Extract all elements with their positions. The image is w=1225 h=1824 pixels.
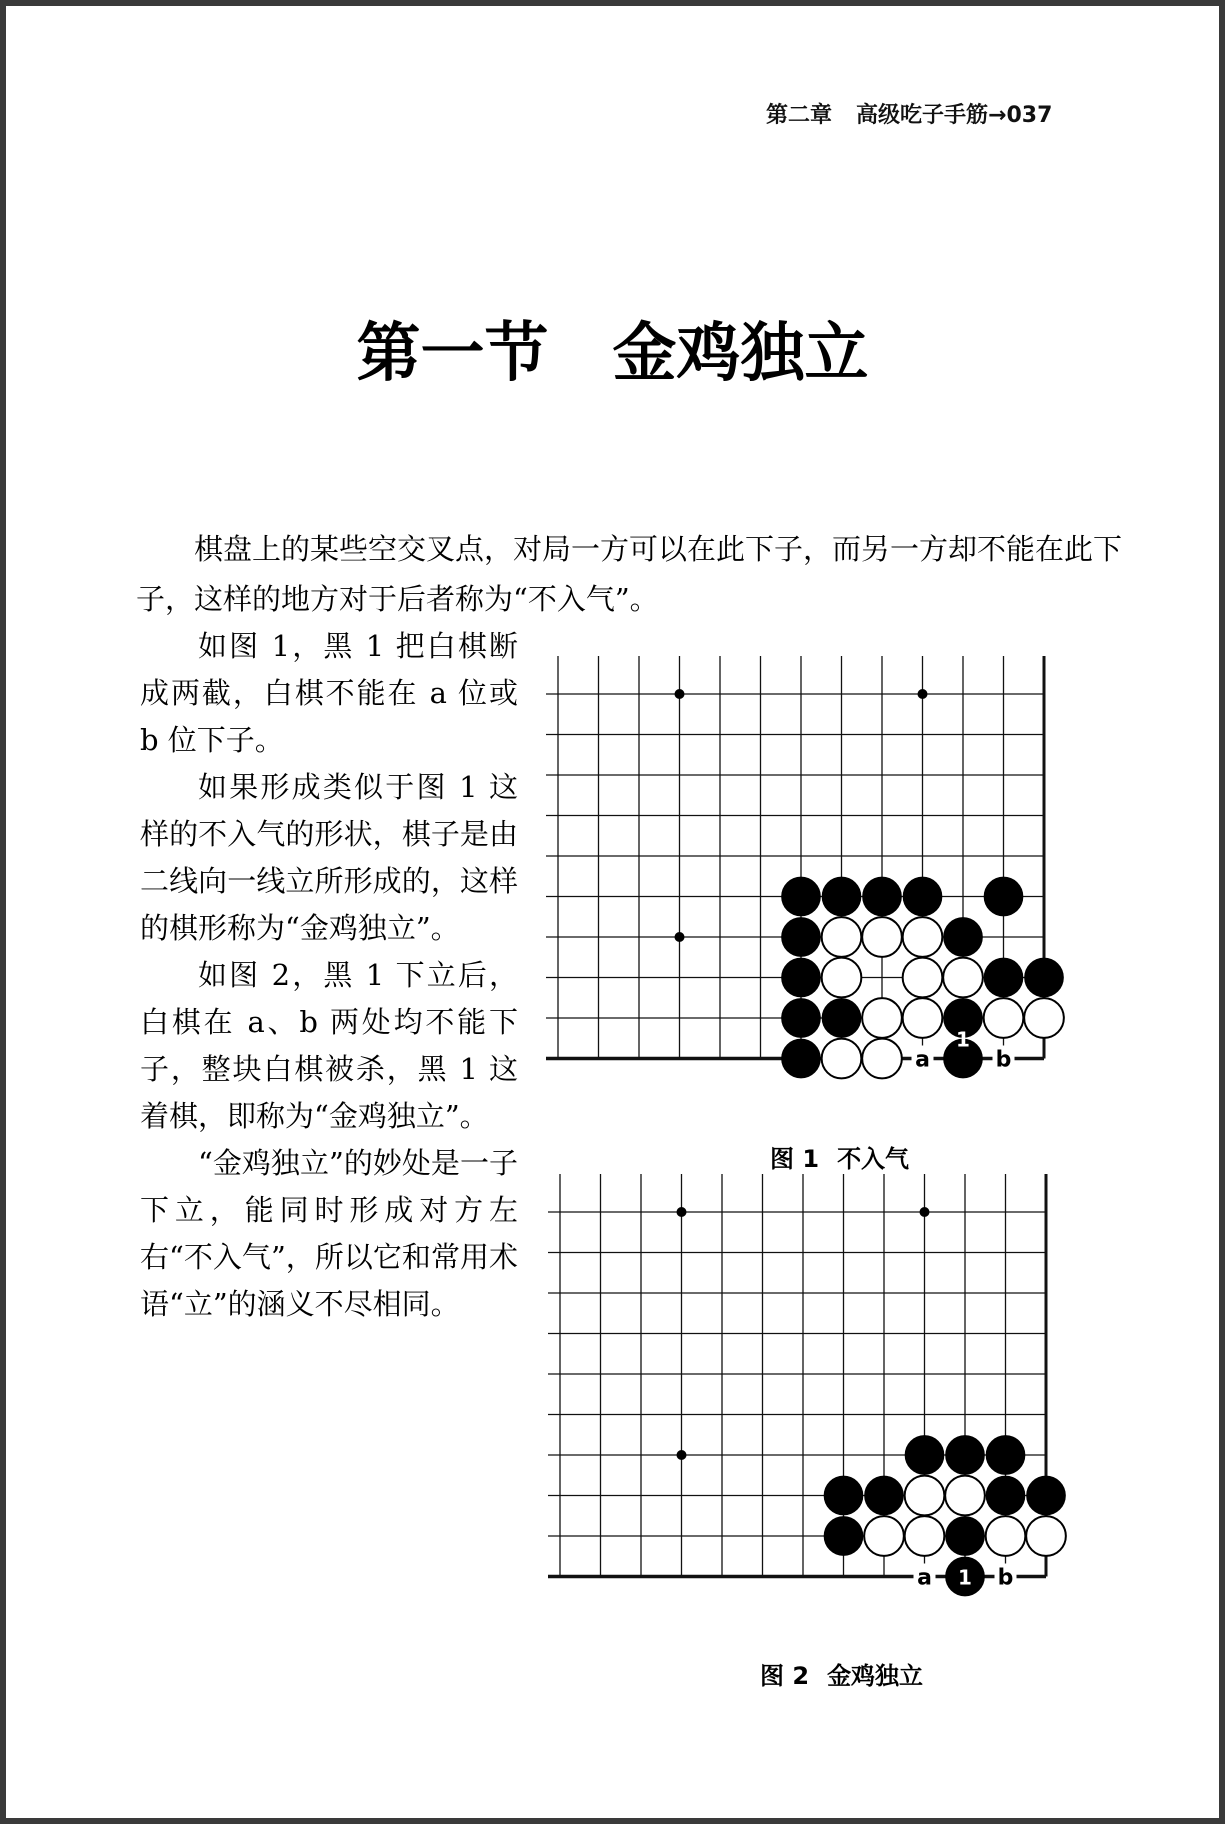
- black-stone: [862, 877, 902, 917]
- white-stone: [943, 958, 983, 998]
- white-stone: [903, 958, 943, 998]
- chapter-title: 高级吃子手筋: [856, 103, 989, 128]
- go-board-1: [546, 656, 1186, 1126]
- black-stone: [903, 877, 943, 917]
- black-stone: [945, 1516, 985, 1556]
- white-stone: [1024, 998, 1064, 1038]
- move-number-label: 1: [958, 1565, 972, 1590]
- star-point: [677, 1450, 687, 1460]
- white-stone: [903, 998, 943, 1038]
- go-diagram-figure-1: [546, 656, 1186, 1126]
- intro-paragraph: 棋盘上的某些空交叉点，对局一方可以在此下子，而另一方却不能在此下子，这样的地方对于后者称为“不入气”。: [136, 532, 1123, 616]
- figure-1-title: 不入气: [837, 1145, 910, 1173]
- section-heading: 金鸡独立: [612, 317, 869, 391]
- black-stone: [986, 1476, 1026, 1516]
- black-stone: [864, 1476, 904, 1516]
- black-stone: [781, 917, 821, 957]
- figure-1-caption: [770, 1139, 909, 1174]
- black-stone: [1024, 958, 1064, 998]
- white-stone: [905, 1476, 945, 1516]
- book-page: [6, 6, 1219, 1818]
- paragraph-summary: “金鸡独立”的妙处是一子下立，能同时形成对方左右“不入气”，所以它和常用术语“立”的涵义不尽相同。: [140, 1146, 518, 1321]
- star-point: [675, 689, 685, 699]
- paragraph-fig1: 如图 1，黑 1 把白棋断成两截，白棋不能在 a 位或 b 位下子。: [140, 629, 518, 757]
- white-stone: [1026, 1516, 1066, 1556]
- figure-2-title: 金鸡独立: [827, 1662, 924, 1690]
- black-stone: [781, 877, 821, 917]
- black-stone: [984, 877, 1024, 917]
- white-stone: [822, 1039, 862, 1079]
- star-point: [918, 689, 928, 699]
- black-stone: [984, 958, 1024, 998]
- black-stone: [822, 998, 862, 1038]
- point-label-a: a: [915, 1047, 930, 1073]
- white-stone: [822, 958, 862, 998]
- figure-1-number: 图 1: [770, 1145, 820, 1173]
- paragraph-fig2: 如图 2，黑 1 下立后，白棋在 a、b 两处均不能下子，整块白棋被杀，黑 1 这着棋，即称为“金鸡独立”。: [140, 958, 518, 1133]
- white-stone: [864, 1516, 904, 1556]
- white-stone: [945, 1476, 985, 1516]
- section-title: [6, 302, 1219, 394]
- point-label-b: b: [995, 1047, 1012, 1073]
- black-stone: [905, 1435, 945, 1475]
- black-stone: [781, 998, 821, 1038]
- point-label-a: a: [917, 1565, 932, 1591]
- black-stone: [781, 958, 821, 998]
- figure-2-number: 图 2: [760, 1662, 810, 1690]
- go-diagram-figure-2: [548, 1174, 1188, 1664]
- white-stone: [862, 1039, 902, 1079]
- black-stone: [1026, 1476, 1066, 1516]
- white-stone: [862, 998, 902, 1038]
- white-stone: [905, 1516, 945, 1556]
- star-point: [677, 1207, 687, 1217]
- star-point: [675, 932, 685, 942]
- section-label: 第一节: [356, 317, 549, 391]
- white-stone: [903, 917, 943, 957]
- running-head: [766, 98, 1052, 129]
- white-stone: [862, 917, 902, 957]
- white-stone: [822, 917, 862, 957]
- point-label-b: b: [997, 1565, 1014, 1591]
- black-stone: [781, 1039, 821, 1079]
- white-stone: [984, 998, 1024, 1038]
- figure-2-caption: [760, 1656, 923, 1691]
- page-number: →037: [988, 103, 1053, 128]
- paragraph-shape: 如果形成类似于图 1 这样的不入气的形状，棋子是由二线向一线立所形成的，这样的棋形称为“金鸡独立”。: [140, 770, 518, 945]
- white-stone: [986, 1516, 1026, 1556]
- go-board-2: [548, 1174, 1188, 1664]
- chapter-number: 第二章: [766, 103, 833, 128]
- black-stone: [824, 1516, 864, 1556]
- black-stone: [945, 1435, 985, 1475]
- move-number-label: 1: [956, 1027, 970, 1052]
- star-point: [920, 1207, 930, 1217]
- black-stone: [986, 1435, 1026, 1475]
- body-column: [140, 623, 518, 1328]
- black-stone: [943, 917, 983, 957]
- black-stone: [824, 1476, 864, 1516]
- black-stone: [822, 877, 862, 917]
